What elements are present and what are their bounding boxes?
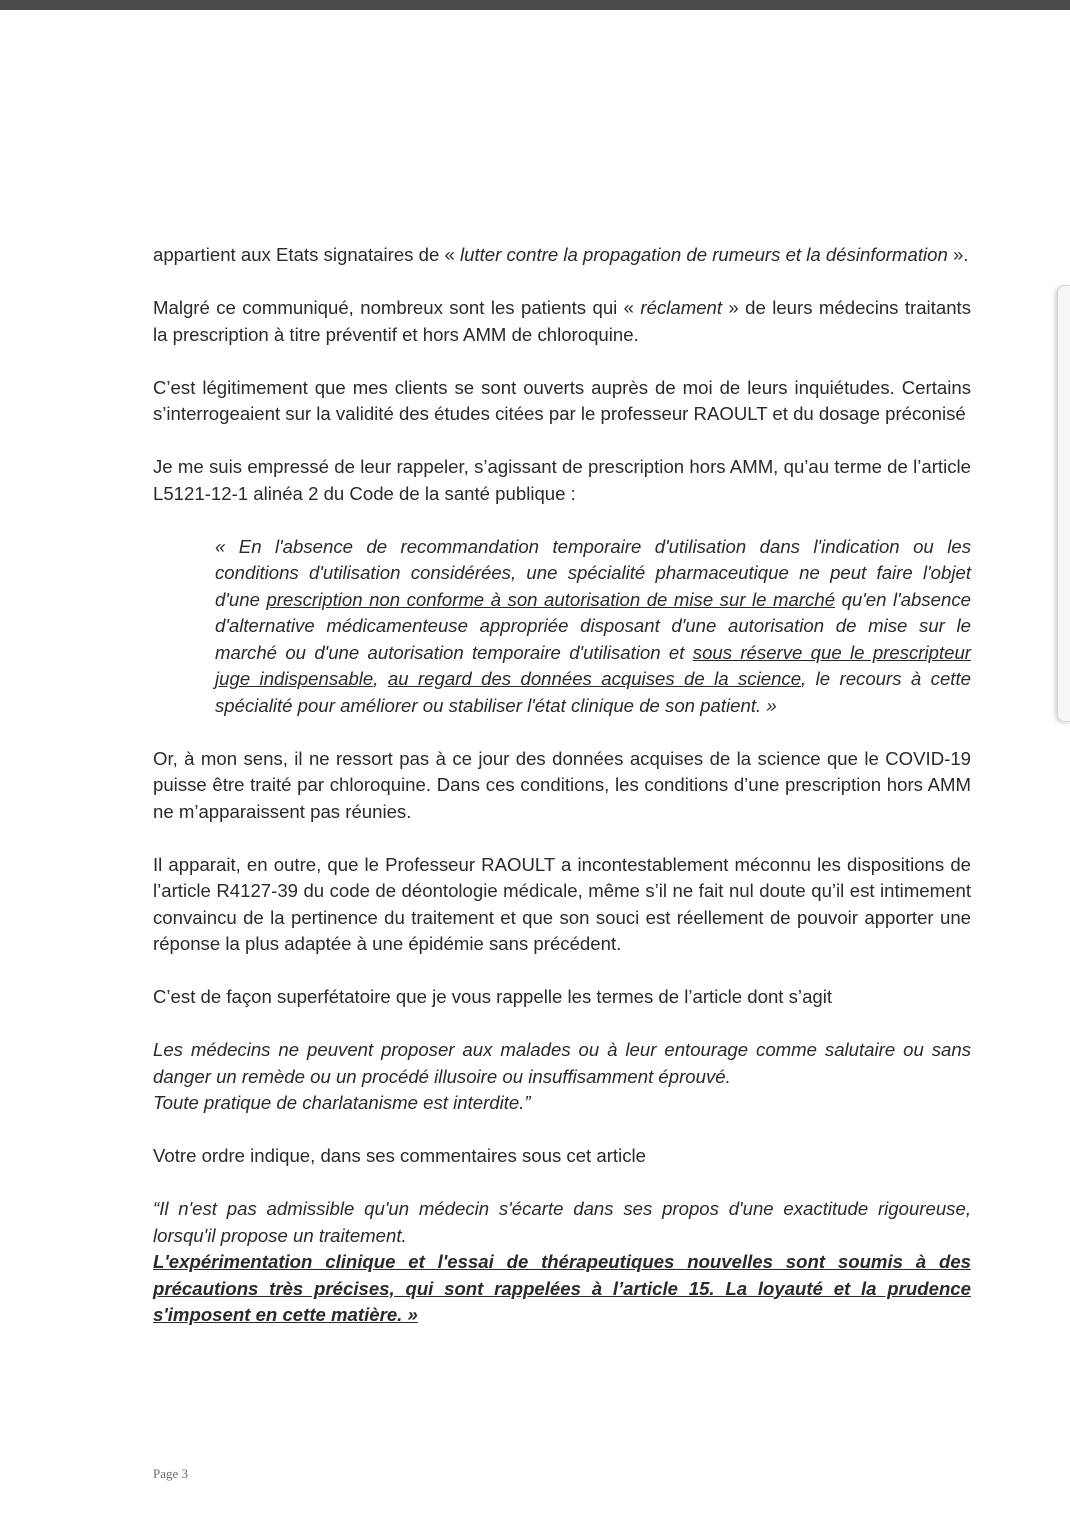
document-body [153, 242, 971, 1355]
legal-quote-l5121: « En l'absence de recommandation temporaire d'utilisation dans l'indication ou les conditions d'utilisation considérées, une spécialité pharmaceutique ne peut faire l'objet d'une prescription non conforme à son autorisation de mise sur le marché qu'en l'absence d'alternative médicamenteuse appropriée disposant d'une autorisation de mise sur le marché ou d'une autorisation temporaire d'utilisation et sous réserve que le prescripteur juge indispensable, au regard des données acquises de la science, le recours à cette spécialité pour améliorer ou stabiliser l'état clinique de son patient. » [215, 535, 971, 716]
paragraph-3: C’est légitimement que mes clients se sont ouverts auprès de moi de leurs inquiétudes. Certains s’interrogeaient sur la validité des études citées par le professeur RAOULT et du dosage préconisé [153, 376, 971, 424]
underlined-phrase: L'expérimentation clinique et l'essai de thérapeutiques nouvelles sont soumis à des précautions très précises, qui sont rappelées à l’article 15. La loyauté et la prudence s'imposent en cette matière. » [153, 1251, 971, 1325]
legal-quote-r4127: Les médecins ne peuvent proposer aux malades ou à leur entourage comme salutaire ou sans danger un remède ou un procédé illusoire ou insuffisamment éprouvé. Toute pratique de charlatanisme est interdite.” [153, 1039, 971, 1113]
quoted-phrase: lutter contre la propagation de rumeurs et la désinformation [460, 244, 948, 265]
paragraph-5: Or, à mon sens, il ne ressort pas à ce jour des données acquises de la science que le COVID-19 puisse être traité par chloroquine. Dans ces conditions, les conditions d’une prescription hors AMM ne m’apparaissent pas réunies. [153, 747, 971, 822]
underlined-phrase: au regard des données acquises de la science [387, 668, 802, 689]
paragraph-8: Votre ordre indique, dans ses commentaires sous cet article [153, 1145, 646, 1166]
paragraph-1: appartient aux Etats signataires de « lutter contre la propagation de rumeurs et la désinformation ». [153, 244, 969, 265]
paragraph-4: Je me suis empressé de leur rappeler, s’agissant de prescription hors AMM, qu’au terme de l’article L5121-12-1 alinéa 2 du Code de la santé publique : [153, 456, 971, 504]
quoted-word: réclament [640, 297, 723, 318]
page-number: Page 3 [153, 1466, 189, 1481]
window-top-bar [0, 0, 1070, 10]
order-commentary-quote: “Il n'est pas admissible qu'un médecin s'écarte dans ses propos d'une exactitude rigoureuse, lorsqu'il propose un traitement. L'expérimentation clinique et l'essai de thérapeutiques nouvelles sont soumis à des précautions très précises, qui sont rappelées à l’article 15. La loyauté et la prudence s'imposent en cette matière. » [153, 1198, 971, 1325]
underlined-phrase: sous réserve que le prescripteur juge indispensable [215, 641, 971, 689]
paragraph-6: Il apparait, en outre, que le Professeur RAOULT a incontestablement méconnu les dispositions de l’article R4127-39 du code de déontologie médicale, même s’il ne fait nul doute qu’il est intimement convaincu de la pertinence du traitement et que son souci est réellement de pouvoir apporter une réponse la plus adaptée à une épidémie sans précédent. [153, 853, 971, 954]
underlined-phrase: prescription non conforme à son autorisation de mise sur le marché [266, 588, 836, 610]
scrollbar-handle[interactable] [1057, 285, 1070, 722]
paragraph-2: Malgré ce communiqué, nombreux sont les patients qui « réclament » de leurs médecins traitants la prescription à titre préventif et hors AMM de chloroquine. [153, 297, 971, 345]
paragraph-7: C’est de façon superfétatoire que je vous rappelle les termes de l’article dont s’agit [153, 986, 833, 1007]
